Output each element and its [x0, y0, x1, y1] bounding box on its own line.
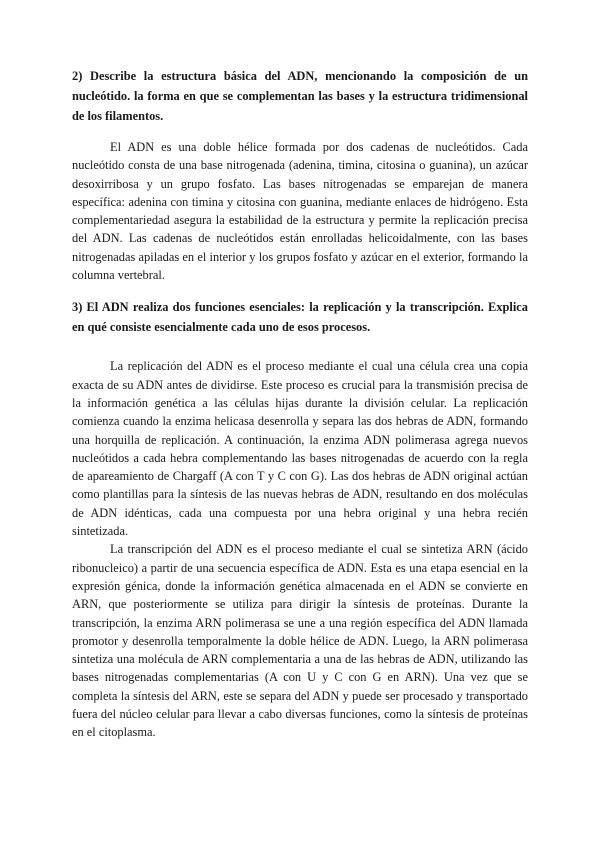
- question-2-answer: El ADN es una doble hélice formada por dos cadenas de nucleótidos. Cada nucleótido consta de una base nitrogenada (adenina, timina, citosina o guanina), un azúcar desoxirribosa y un grupo fosfato. Las bases nitrogenadas se emparejan de manera específica: adenina con timina y citosina con guanina, mediante enlaces de hidrógeno. Esta complementariedad asegura la estabilidad de la estructura y permite la replicación precisa del ADN. Las cadenas de nucleótidos están enrolladas helicoidalmente, con las bases nitrogenadas apiladas en el interior y los grupos fosfato y azúcar en el exterior, formando la columna vertebral.: [72, 140, 528, 283]
- transcription-paragraph: La transcripción del ADN es el proceso mediante el cual se sintetiza ARN (ácido ribonucleico) a partir de una secuencia específica de ADN. Esta es una etapa esencial en la expresión génica, donde la información genética almacenada en el ADN se convierte en ARN, que posteriormente se utiliza para dirigir la síntesis de proteínas. Durante la transcripción, la enzima ARN polimerasa se une a una región específica del ADN llamada promotor y desenrolla temporalmente la doble hélice de ADN. Luego, la ARN polimerasa sintetiza una molécula de ARN complementaria a una de las hebras de ADN, utilizando las bases nitrogenadas complementarias (A con U y C con G en ARN). Una vez que se completa la síntesis del ARN, este se separa del ADN y puede ser procesado y transportado fuera del núcleo celular para llevar a cabo diversas funciones, como la síntesis de proteínas en el citoplasma.: [72, 542, 528, 740]
- question-2-heading: 2) Describe la estructura básica del ADN, mencionando la composición de un nucleótido. la forma en que se complementan las bases y la estructura tridimensional de los filamentos.: [72, 69, 528, 123]
- document-page: [72, 66, 528, 742]
- question-3-heading: 3) El ADN realiza dos funciones esenciales: la replicación y la transcripción. Explica en qué consiste esencialmente cada uno de esos procesos.: [72, 300, 528, 335]
- replication-paragraph: La replicación del ADN es el proceso mediante el cual una célula crea una copia exacta de su ADN antes de dividirse. Este proceso es crucial para la transmisión precisa de la información genética a las células hijas durante la división celular. La replicación comienza cuando la enzima helicasa desenrolla y separa las dos hebras de ADN, formando una horquilla de replicación. A continuación, la enzima ADN polimerasa agrega nuevos nucleótidos a cada hebra complementando las bases nitrogenadas de acuerdo con la regla de apareamiento de Chargaff (A con T y C con G). Las dos hebras de ADN original actúan como plantillas para la síntesis de las nuevas hebras de ADN, resultando en dos moléculas de ADN idénticas, cada una compuesta por una hebra original y una hebra recién sintetizada.: [72, 359, 528, 539]
